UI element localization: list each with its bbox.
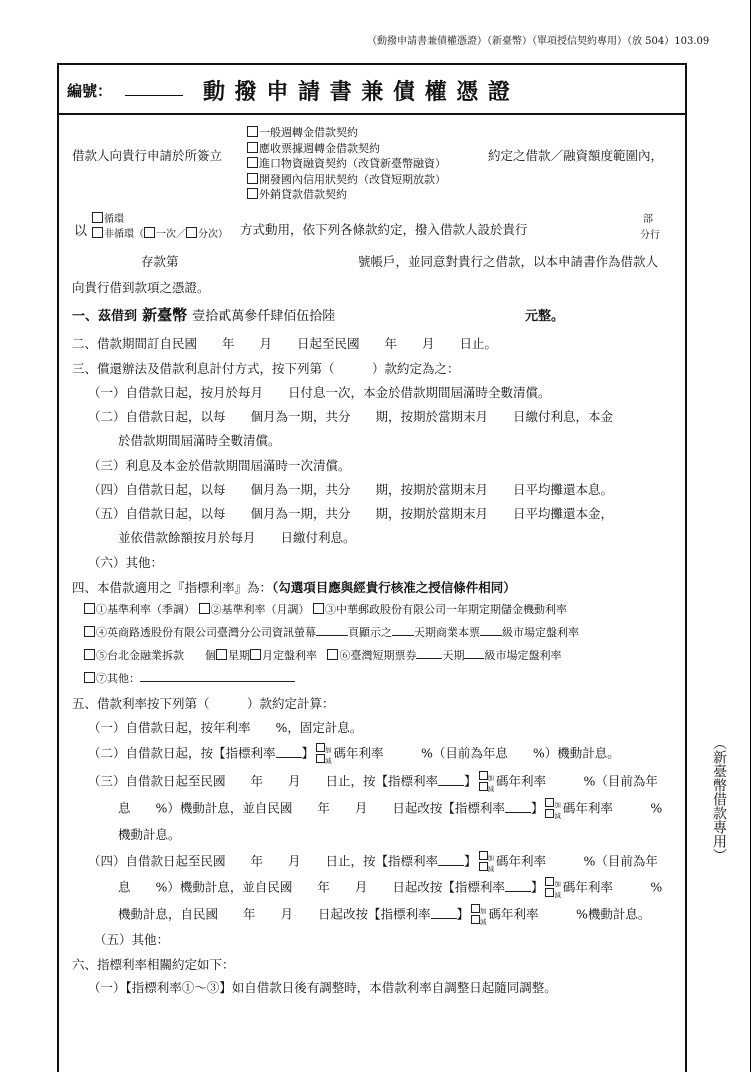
number-field[interactable] xyxy=(125,95,183,96)
checkbox[interactable] xyxy=(250,649,261,660)
blank-field[interactable] xyxy=(431,907,457,919)
add-sub-choice[interactable]: 加 減 xyxy=(479,851,495,873)
blank-field[interactable] xyxy=(438,774,464,786)
checkbox[interactable] xyxy=(144,227,155,238)
account-text: 號帳戶，並同意對貴行之借款，以本申請書作為借款人 xyxy=(358,254,659,269)
intro-lead: 借款人向貴行申請於所簽立 xyxy=(72,148,223,163)
blank-field[interactable] xyxy=(392,624,414,636)
amount-value: 壹拾貳萬參仟肆佰伍拾陸 xyxy=(192,309,336,324)
checkbox[interactable] xyxy=(84,649,95,660)
contract-option[interactable]: 開發國內信用狀契約（改貸短期放款） xyxy=(247,172,446,188)
repayment-item: （四）自借款日起，以每 個月為一期，共分 期，按期於當期末月 日平均攤還本息。 xyxy=(88,482,614,497)
repayment-item-cont: 於借款期間屆滿時全數清償。 xyxy=(118,433,281,448)
number-label: 編號： xyxy=(67,82,113,100)
checkbox[interactable] xyxy=(92,227,103,238)
blank-field[interactable] xyxy=(316,624,348,636)
rate-item: （三）自借款日起至民國 年 月 日止，按【指標利率 】 加 減 碼年利率 %（目前為年 xyxy=(88,771,658,793)
contract-option[interactable]: 一般週轉金借款契約 xyxy=(247,125,446,141)
contract-option[interactable]: 進口物資融資契約（改貸新臺幣融資） xyxy=(247,156,446,172)
repayment-item: （六）其他： xyxy=(88,555,164,570)
checkbox[interactable] xyxy=(84,603,95,614)
branch-branch: 分行 xyxy=(640,230,660,241)
repayment-item: （二）自借款日起，以每 個月為一期，共分 期，按期於當期末月 日繳付利息，本金 xyxy=(88,409,614,424)
index-rate-title: 四、本借款適用之『指標利率』為：（勾選項目應與經貴行核准之授信條件相同） xyxy=(72,580,516,595)
loan-period: 二、借款期間訂自民國 年 月 日起至民國 年 月 日止。 xyxy=(72,336,498,351)
index-rate-row: ①基準利率（季調） ②基準利率（月調） ③中華郵政股份有限公司一年期定期儲金機動利率 xyxy=(84,601,567,617)
rate-item-cont: 機動計息。 xyxy=(118,827,181,842)
rate-item: （一）自借款日起，按年利率 %，固定計息。 xyxy=(88,720,363,735)
rate-item: （二）自借款日起，按【指標利率 】 加 減 碼年利率 %（目前為年息 %）機動計息。 xyxy=(88,743,620,765)
checkbox[interactable] xyxy=(92,212,103,223)
checkbox[interactable] xyxy=(247,142,258,153)
repayment-item: （三）利息及本金於借款期間屆滿時一次清償。 xyxy=(88,458,351,473)
non-revolving-option[interactable]: 非循環（ 一次／ 分次） xyxy=(92,227,228,242)
repayment-item: （五）自借款日起，以每 個月為一期，共分 期，按期於當期末月 日平均攤還本金， xyxy=(88,506,614,521)
add-sub-choice[interactable]: 加 減 xyxy=(545,798,561,820)
add-sub-choice[interactable]: 加 減 xyxy=(316,743,332,765)
add-sub-choice[interactable]: 加 減 xyxy=(479,771,495,793)
contract-option[interactable]: 外銷貸款借款契約 xyxy=(247,187,446,203)
side-note: （新臺幣借款專用） xyxy=(711,736,727,862)
checkbox[interactable] xyxy=(186,227,197,238)
rate-title: 五、借款利率按下列第（ ）款約定計算： xyxy=(72,696,335,711)
add-sub-choice[interactable]: 加 減 xyxy=(471,904,487,926)
checkbox[interactable] xyxy=(84,672,95,683)
intro-tail: 約定之借款／融資額度範圍內， xyxy=(488,148,664,163)
blank-field[interactable] xyxy=(416,647,442,659)
evidence-text: 向貴行借到款項之憑證。 xyxy=(72,280,210,295)
index-rate-row: ⑤台北金融業拆款 個 星期 月定盤利率 ⑥臺灣短期票券 天期 級市場定盤利率 xyxy=(84,647,561,663)
checkbox[interactable] xyxy=(247,157,258,168)
checkbox[interactable] xyxy=(216,649,227,660)
branch-dept: 部 xyxy=(643,214,653,225)
checkbox[interactable] xyxy=(247,126,258,137)
blank-field[interactable] xyxy=(505,801,531,813)
index-rate-row: ④英商路透股份有限公司臺灣分公司資訊螢幕 頁顯示之 天期商業本票 級市場定盤利率 xyxy=(84,624,579,640)
repayment-title: 三、償還辦法及借款利息計付方式，按下列第（ ）款約定為之： xyxy=(72,361,460,376)
header-form-note: （動撥申請書兼債權憑證）（新臺幣）（單項授信契約專用）（放 504）103.09 xyxy=(367,36,710,47)
blank-field[interactable] xyxy=(438,854,464,866)
blank-field[interactable] xyxy=(276,746,302,758)
blank-field[interactable] xyxy=(464,647,484,659)
checkbox[interactable] xyxy=(199,603,210,614)
contract-option[interactable]: 應收票據週轉金借款契約 xyxy=(247,141,446,157)
revolving-options xyxy=(92,212,228,242)
prefix-by: 以 xyxy=(74,224,88,239)
amount-end: 元整。 xyxy=(525,309,565,324)
blank-field[interactable] xyxy=(505,880,531,892)
drawdown-method: 方式動用，依下列各條款約定，撥入借款人設於貴行 xyxy=(240,222,528,237)
index-terms-item: （一）【指標利率①～③】如自借款日後有調整時，本借款利率自調整日起隨同調整。 xyxy=(88,980,557,995)
revolving-option[interactable]: 循環 xyxy=(92,212,228,227)
checkbox[interactable] xyxy=(84,626,95,637)
add-sub-choice[interactable]: 加 減 xyxy=(545,877,561,899)
rate-item: （五）其他： xyxy=(94,932,170,947)
rate-item: （四）自借款日起至民國 年 月 日止，按【指標利率 】 加 減 碼年利率 %（目前為年 xyxy=(88,851,658,873)
index-rate-row: ⑦其他： xyxy=(84,670,295,686)
title-bar xyxy=(59,65,685,115)
repayment-item: （一）自借款日起，按月於每月 日付息一次，本金於借款期間屆滿時全數清償。 xyxy=(88,385,551,400)
blank-field[interactable] xyxy=(480,624,502,636)
loan-amount-line: 一、茲借到 新臺幣 壹拾貳萬參仟肆佰伍拾陸 xyxy=(72,306,336,324)
doc-title: 動 撥 申 請 書 兼 債 權 憑 證 xyxy=(203,79,511,105)
index-terms-title: 六、指標利率相關約定如下： xyxy=(72,957,235,972)
repayment-item-cont: 並依借款餘額按月於每月 日繳付利息。 xyxy=(118,530,356,545)
other-field[interactable] xyxy=(140,670,295,682)
checkbox[interactable] xyxy=(313,603,324,614)
checkbox[interactable] xyxy=(247,188,258,199)
checkbox[interactable] xyxy=(327,649,338,660)
rate-item-cont: 息 %）機動計息，並自民國 年 月 日起改按【指標利率 】 加 減 碼年利率 % xyxy=(118,798,662,820)
rate-item-cont: 息 %）機動計息，並自民國 年 月 日起改按【指標利率 】 加 減 碼年利率 % xyxy=(118,877,662,899)
contract-options xyxy=(247,125,446,203)
checkbox[interactable] xyxy=(247,173,258,184)
rate-item-cont: 機動計息，自民國 年 月 日起改按【指標利率 】 加 減 碼年利率 %機動計息。 xyxy=(118,904,650,926)
deposit-label: 存款第 xyxy=(141,254,179,269)
